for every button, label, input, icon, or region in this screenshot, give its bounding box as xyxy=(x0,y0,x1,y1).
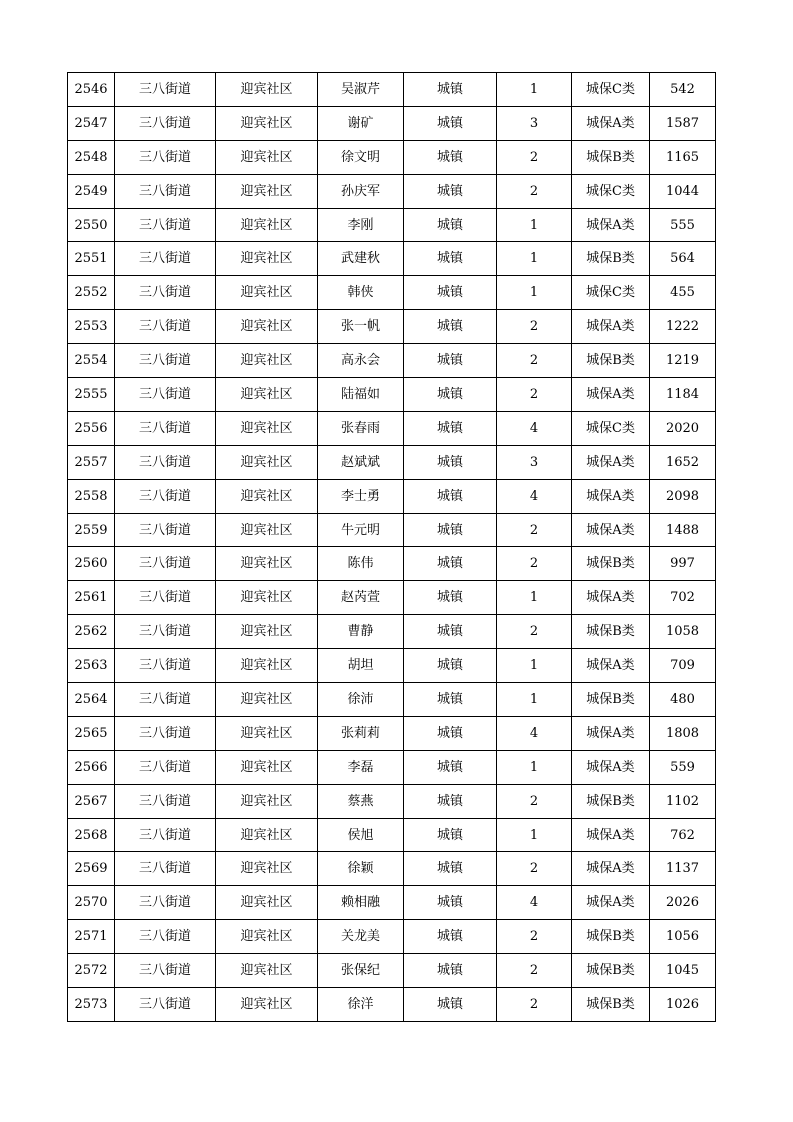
household-count-cell: 2 xyxy=(497,954,572,988)
area-type-cell: 城镇 xyxy=(404,581,497,615)
record-id-cell: 2556 xyxy=(68,411,115,445)
community-cell: 迎宾社区 xyxy=(216,411,318,445)
area-type-cell: 城镇 xyxy=(404,954,497,988)
table-row xyxy=(68,174,716,208)
household-count-cell: 1 xyxy=(497,581,572,615)
household-count-cell: 4 xyxy=(497,716,572,750)
table-row xyxy=(68,513,716,547)
area-type-cell: 城镇 xyxy=(404,140,497,174)
community-cell: 迎宾社区 xyxy=(216,988,318,1022)
table-row xyxy=(68,106,716,140)
insurance-category-cell: 城保A类 xyxy=(572,886,650,920)
amount-cell: 1808 xyxy=(650,716,716,750)
record-id-cell: 2548 xyxy=(68,140,115,174)
record-id-cell: 2560 xyxy=(68,547,115,581)
insurance-category-cell: 城保B类 xyxy=(572,344,650,378)
street-cell: 三八街道 xyxy=(115,174,216,208)
insurance-category-cell: 城保C类 xyxy=(572,276,650,310)
name-cell: 赖相融 xyxy=(318,886,404,920)
household-count-cell: 1 xyxy=(497,73,572,107)
table-row xyxy=(68,716,716,750)
street-cell: 三八街道 xyxy=(115,344,216,378)
community-cell: 迎宾社区 xyxy=(216,716,318,750)
table-row xyxy=(68,581,716,615)
community-cell: 迎宾社区 xyxy=(216,615,318,649)
name-cell: 蔡燕 xyxy=(318,784,404,818)
insurance-category-cell: 城保C类 xyxy=(572,411,650,445)
street-cell: 三八街道 xyxy=(115,886,216,920)
community-cell: 迎宾社区 xyxy=(216,445,318,479)
community-cell: 迎宾社区 xyxy=(216,852,318,886)
table-row xyxy=(68,310,716,344)
street-cell: 三八街道 xyxy=(115,649,216,683)
record-id-cell: 2554 xyxy=(68,344,115,378)
amount-cell: 1184 xyxy=(650,378,716,412)
name-cell: 谢矿 xyxy=(318,106,404,140)
name-cell: 张保纪 xyxy=(318,954,404,988)
amount-cell: 1045 xyxy=(650,954,716,988)
record-id-cell: 2564 xyxy=(68,683,115,717)
household-count-cell: 2 xyxy=(497,513,572,547)
street-cell: 三八街道 xyxy=(115,784,216,818)
community-cell: 迎宾社区 xyxy=(216,954,318,988)
insurance-category-cell: 城保A类 xyxy=(572,378,650,412)
name-cell: 李磊 xyxy=(318,750,404,784)
community-cell: 迎宾社区 xyxy=(216,683,318,717)
amount-cell: 555 xyxy=(650,208,716,242)
table-row xyxy=(68,378,716,412)
record-id-cell: 2562 xyxy=(68,615,115,649)
name-cell: 关龙美 xyxy=(318,920,404,954)
record-id-cell: 2570 xyxy=(68,886,115,920)
area-type-cell: 城镇 xyxy=(404,920,497,954)
record-id-cell: 2558 xyxy=(68,479,115,513)
community-cell: 迎宾社区 xyxy=(216,378,318,412)
table-row xyxy=(68,920,716,954)
insurance-category-cell: 城保B类 xyxy=(572,242,650,276)
table-row xyxy=(68,886,716,920)
area-type-cell: 城镇 xyxy=(404,310,497,344)
insurance-category-cell: 城保B类 xyxy=(572,140,650,174)
area-type-cell: 城镇 xyxy=(404,649,497,683)
table-row xyxy=(68,445,716,479)
table-row xyxy=(68,547,716,581)
street-cell: 三八街道 xyxy=(115,276,216,310)
insurance-category-cell: 城保A类 xyxy=(572,716,650,750)
insurance-category-cell: 城保B类 xyxy=(572,988,650,1022)
street-cell: 三八街道 xyxy=(115,242,216,276)
insurance-category-cell: 城保B类 xyxy=(572,954,650,988)
table-row xyxy=(68,479,716,513)
household-count-cell: 1 xyxy=(497,818,572,852)
name-cell: 吴淑芹 xyxy=(318,73,404,107)
amount-cell: 1165 xyxy=(650,140,716,174)
table-row xyxy=(68,852,716,886)
name-cell: 韩侠 xyxy=(318,276,404,310)
street-cell: 三八街道 xyxy=(115,920,216,954)
household-count-cell: 2 xyxy=(497,140,572,174)
amount-cell: 2026 xyxy=(650,886,716,920)
household-count-cell: 2 xyxy=(497,988,572,1022)
record-id-cell: 2555 xyxy=(68,378,115,412)
table-row xyxy=(68,242,716,276)
table-row xyxy=(68,344,716,378)
area-type-cell: 城镇 xyxy=(404,683,497,717)
name-cell: 侯旭 xyxy=(318,818,404,852)
area-type-cell: 城镇 xyxy=(404,750,497,784)
area-type-cell: 城镇 xyxy=(404,818,497,852)
name-cell: 陈伟 xyxy=(318,547,404,581)
area-type-cell: 城镇 xyxy=(404,479,497,513)
area-type-cell: 城镇 xyxy=(404,242,497,276)
community-cell: 迎宾社区 xyxy=(216,344,318,378)
household-count-cell: 4 xyxy=(497,479,572,513)
area-type-cell: 城镇 xyxy=(404,547,497,581)
household-count-cell: 3 xyxy=(497,445,572,479)
table-row xyxy=(68,276,716,310)
table-row xyxy=(68,750,716,784)
area-type-cell: 城镇 xyxy=(404,344,497,378)
household-count-cell: 2 xyxy=(497,784,572,818)
name-cell: 牛元明 xyxy=(318,513,404,547)
street-cell: 三八街道 xyxy=(115,378,216,412)
record-id-cell: 2561 xyxy=(68,581,115,615)
insurance-category-cell: 城保A类 xyxy=(572,818,650,852)
amount-cell: 1137 xyxy=(650,852,716,886)
street-cell: 三八街道 xyxy=(115,310,216,344)
household-count-cell: 2 xyxy=(497,344,572,378)
street-cell: 三八街道 xyxy=(115,716,216,750)
amount-cell: 709 xyxy=(650,649,716,683)
amount-cell: 1587 xyxy=(650,106,716,140)
household-count-cell: 1 xyxy=(497,242,572,276)
area-type-cell: 城镇 xyxy=(404,886,497,920)
street-cell: 三八街道 xyxy=(115,581,216,615)
table-row xyxy=(68,683,716,717)
insurance-category-cell: 城保C类 xyxy=(572,73,650,107)
insurance-category-cell: 城保A类 xyxy=(572,208,650,242)
street-cell: 三八街道 xyxy=(115,106,216,140)
area-type-cell: 城镇 xyxy=(404,445,497,479)
name-cell: 张一帆 xyxy=(318,310,404,344)
table-row xyxy=(68,988,716,1022)
name-cell: 张春雨 xyxy=(318,411,404,445)
record-id-cell: 2557 xyxy=(68,445,115,479)
street-cell: 三八街道 xyxy=(115,750,216,784)
amount-cell: 564 xyxy=(650,242,716,276)
record-id-cell: 2549 xyxy=(68,174,115,208)
street-cell: 三八街道 xyxy=(115,479,216,513)
table-row xyxy=(68,954,716,988)
community-cell: 迎宾社区 xyxy=(216,920,318,954)
area-type-cell: 城镇 xyxy=(404,784,497,818)
records-table xyxy=(67,72,716,1022)
street-cell: 三八街道 xyxy=(115,852,216,886)
community-cell: 迎宾社区 xyxy=(216,242,318,276)
area-type-cell: 城镇 xyxy=(404,513,497,547)
table-row xyxy=(68,615,716,649)
amount-cell: 1219 xyxy=(650,344,716,378)
insurance-category-cell: 城保B类 xyxy=(572,615,650,649)
amount-cell: 1058 xyxy=(650,615,716,649)
record-id-cell: 2565 xyxy=(68,716,115,750)
insurance-category-cell: 城保A类 xyxy=(572,310,650,344)
amount-cell: 762 xyxy=(650,818,716,852)
street-cell: 三八街道 xyxy=(115,818,216,852)
insurance-category-cell: 城保B类 xyxy=(572,920,650,954)
household-count-cell: 4 xyxy=(497,886,572,920)
community-cell: 迎宾社区 xyxy=(216,106,318,140)
amount-cell: 1102 xyxy=(650,784,716,818)
amount-cell: 1488 xyxy=(650,513,716,547)
household-count-cell: 2 xyxy=(497,920,572,954)
record-id-cell: 2550 xyxy=(68,208,115,242)
amount-cell: 1222 xyxy=(650,310,716,344)
household-count-cell: 2 xyxy=(497,547,572,581)
community-cell: 迎宾社区 xyxy=(216,140,318,174)
community-cell: 迎宾社区 xyxy=(216,208,318,242)
insurance-category-cell: 城保A类 xyxy=(572,513,650,547)
street-cell: 三八街道 xyxy=(115,988,216,1022)
street-cell: 三八街道 xyxy=(115,140,216,174)
area-type-cell: 城镇 xyxy=(404,988,497,1022)
street-cell: 三八街道 xyxy=(115,615,216,649)
record-id-cell: 2567 xyxy=(68,784,115,818)
insurance-category-cell: 城保A类 xyxy=(572,479,650,513)
table-body xyxy=(68,73,716,1022)
community-cell: 迎宾社区 xyxy=(216,886,318,920)
street-cell: 三八街道 xyxy=(115,954,216,988)
street-cell: 三八街道 xyxy=(115,208,216,242)
street-cell: 三八街道 xyxy=(115,73,216,107)
community-cell: 迎宾社区 xyxy=(216,649,318,683)
amount-cell: 542 xyxy=(650,73,716,107)
household-count-cell: 4 xyxy=(497,411,572,445)
name-cell: 赵芮萱 xyxy=(318,581,404,615)
household-count-cell: 2 xyxy=(497,378,572,412)
area-type-cell: 城镇 xyxy=(404,378,497,412)
street-cell: 三八街道 xyxy=(115,683,216,717)
record-id-cell: 2568 xyxy=(68,818,115,852)
insurance-category-cell: 城保A类 xyxy=(572,750,650,784)
insurance-category-cell: 城保A类 xyxy=(572,445,650,479)
record-id-cell: 2559 xyxy=(68,513,115,547)
household-count-cell: 1 xyxy=(497,276,572,310)
street-cell: 三八街道 xyxy=(115,445,216,479)
name-cell: 孙庆军 xyxy=(318,174,404,208)
community-cell: 迎宾社区 xyxy=(216,174,318,208)
insurance-category-cell: 城保C类 xyxy=(572,174,650,208)
name-cell: 徐沛 xyxy=(318,683,404,717)
table-row xyxy=(68,818,716,852)
community-cell: 迎宾社区 xyxy=(216,276,318,310)
name-cell: 徐文明 xyxy=(318,140,404,174)
record-id-cell: 2563 xyxy=(68,649,115,683)
record-id-cell: 2546 xyxy=(68,73,115,107)
household-count-cell: 2 xyxy=(497,615,572,649)
community-cell: 迎宾社区 xyxy=(216,547,318,581)
amount-cell: 702 xyxy=(650,581,716,615)
table-row xyxy=(68,784,716,818)
area-type-cell: 城镇 xyxy=(404,106,497,140)
amount-cell: 1652 xyxy=(650,445,716,479)
household-count-cell: 2 xyxy=(497,852,572,886)
household-count-cell: 2 xyxy=(497,174,572,208)
name-cell: 高永会 xyxy=(318,344,404,378)
amount-cell: 455 xyxy=(650,276,716,310)
area-type-cell: 城镇 xyxy=(404,852,497,886)
name-cell: 张莉莉 xyxy=(318,716,404,750)
community-cell: 迎宾社区 xyxy=(216,73,318,107)
table-row xyxy=(68,411,716,445)
insurance-category-cell: 城保B类 xyxy=(572,547,650,581)
insurance-category-cell: 城保A类 xyxy=(572,852,650,886)
community-cell: 迎宾社区 xyxy=(216,818,318,852)
name-cell: 李士勇 xyxy=(318,479,404,513)
household-count-cell: 1 xyxy=(497,683,572,717)
name-cell: 武建秋 xyxy=(318,242,404,276)
area-type-cell: 城镇 xyxy=(404,208,497,242)
household-count-cell: 3 xyxy=(497,106,572,140)
amount-cell: 480 xyxy=(650,683,716,717)
community-cell: 迎宾社区 xyxy=(216,784,318,818)
table-row xyxy=(68,208,716,242)
amount-cell: 997 xyxy=(650,547,716,581)
table-row xyxy=(68,73,716,107)
community-cell: 迎宾社区 xyxy=(216,310,318,344)
area-type-cell: 城镇 xyxy=(404,174,497,208)
record-id-cell: 2572 xyxy=(68,954,115,988)
household-count-cell: 1 xyxy=(497,750,572,784)
street-cell: 三八街道 xyxy=(115,547,216,581)
insurance-category-cell: 城保A类 xyxy=(572,106,650,140)
insurance-category-cell: 城保B类 xyxy=(572,784,650,818)
area-type-cell: 城镇 xyxy=(404,411,497,445)
table-row xyxy=(68,140,716,174)
record-id-cell: 2566 xyxy=(68,750,115,784)
amount-cell: 2098 xyxy=(650,479,716,513)
record-id-cell: 2547 xyxy=(68,106,115,140)
area-type-cell: 城镇 xyxy=(404,716,497,750)
table-row xyxy=(68,649,716,683)
name-cell: 徐洋 xyxy=(318,988,404,1022)
community-cell: 迎宾社区 xyxy=(216,513,318,547)
amount-cell: 2020 xyxy=(650,411,716,445)
insurance-category-cell: 城保B类 xyxy=(572,683,650,717)
amount-cell: 559 xyxy=(650,750,716,784)
insurance-category-cell: 城保A类 xyxy=(572,581,650,615)
amount-cell: 1026 xyxy=(650,988,716,1022)
street-cell: 三八街道 xyxy=(115,411,216,445)
insurance-category-cell: 城保A类 xyxy=(572,649,650,683)
area-type-cell: 城镇 xyxy=(404,615,497,649)
area-type-cell: 城镇 xyxy=(404,276,497,310)
community-cell: 迎宾社区 xyxy=(216,750,318,784)
name-cell: 曹静 xyxy=(318,615,404,649)
street-cell: 三八街道 xyxy=(115,513,216,547)
record-id-cell: 2551 xyxy=(68,242,115,276)
household-count-cell: 2 xyxy=(497,310,572,344)
name-cell: 赵斌斌 xyxy=(318,445,404,479)
community-cell: 迎宾社区 xyxy=(216,581,318,615)
record-id-cell: 2552 xyxy=(68,276,115,310)
record-id-cell: 2553 xyxy=(68,310,115,344)
name-cell: 徐颖 xyxy=(318,852,404,886)
community-cell: 迎宾社区 xyxy=(216,479,318,513)
name-cell: 胡坦 xyxy=(318,649,404,683)
record-id-cell: 2571 xyxy=(68,920,115,954)
household-count-cell: 1 xyxy=(497,208,572,242)
record-id-cell: 2569 xyxy=(68,852,115,886)
amount-cell: 1044 xyxy=(650,174,716,208)
household-count-cell: 1 xyxy=(497,649,572,683)
amount-cell: 1056 xyxy=(650,920,716,954)
name-cell: 李刚 xyxy=(318,208,404,242)
name-cell: 陆福如 xyxy=(318,378,404,412)
record-id-cell: 2573 xyxy=(68,988,115,1022)
area-type-cell: 城镇 xyxy=(404,73,497,107)
